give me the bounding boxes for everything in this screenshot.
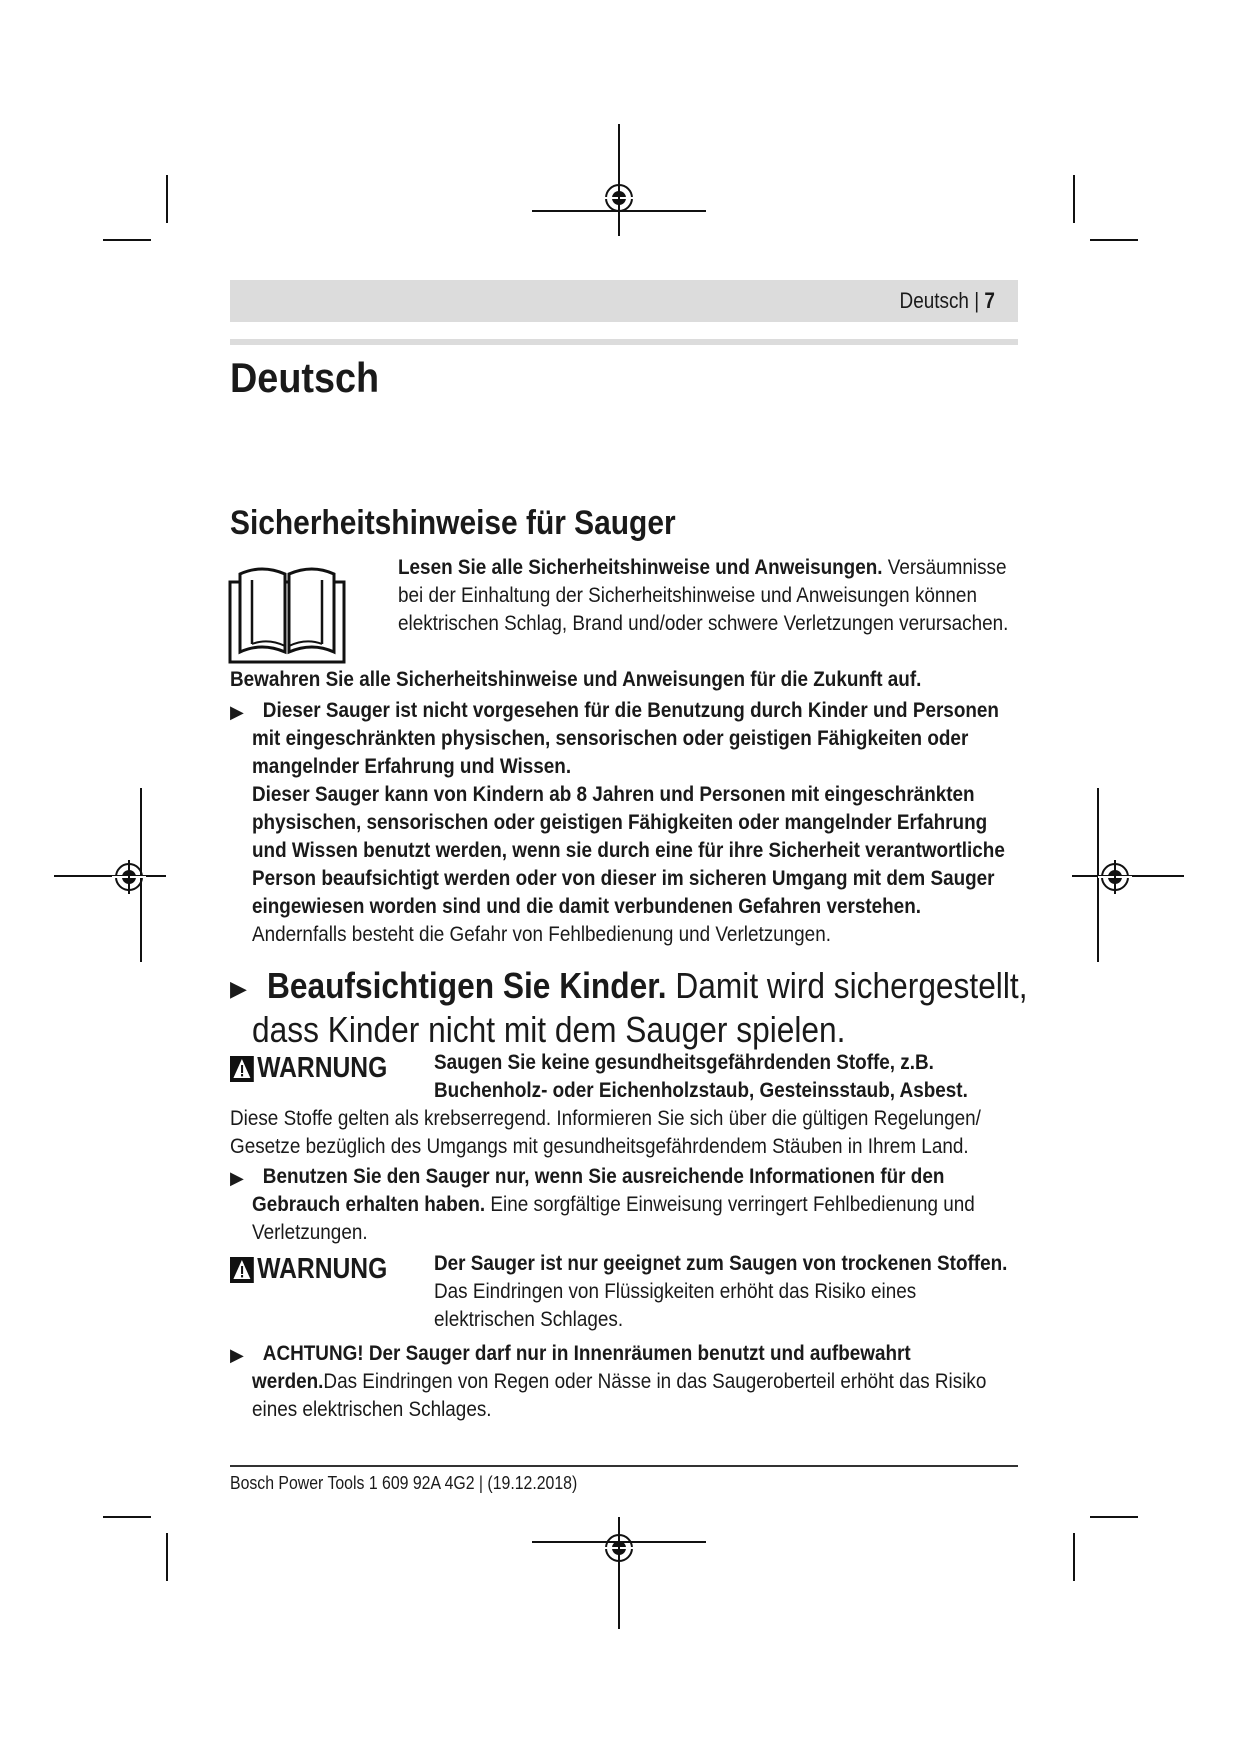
keep-notice-text: Bewahren Sie alle Sicherheitshinweise und Anweisungen für die Zukunft auf. [230, 668, 922, 691]
bullet-supervise [230, 964, 1028, 1052]
triangle-bullet-icon: ▶ [230, 1345, 244, 1365]
supervise-text-1: Damit wird sichergestellt, [666, 965, 1028, 1006]
registration-mark-bottom-icon [602, 1531, 636, 1565]
running-header [900, 288, 995, 314]
info-text: Eine sorgfältige Einweisung verringert Fehlbedienung und Verletzungen. [252, 1193, 975, 1244]
triangle-bullet-icon: ▶ [230, 976, 247, 1001]
registration-mark-top-icon [602, 181, 636, 215]
intro-bold: Lesen Sie alle Sicherheitshinweise und Anweisungen. [398, 556, 883, 579]
bullet-children-continued [252, 781, 1018, 949]
registration-mark-right-icon [1098, 860, 1132, 894]
warning-triangle-icon [230, 1257, 254, 1283]
warning2-text: Das Eindringen von Flüssigkeiten erhöht das Risiko eines elektrischen Schlages. [434, 1280, 917, 1331]
warning-label-text-2: WARNUNG [257, 1253, 388, 1285]
section-heading: Sicherheitshinweise für Sauger [230, 504, 676, 542]
page-number: 7 [984, 288, 995, 313]
warning-triangle-icon [230, 1056, 254, 1082]
indoor-bold: ACHTUNG! Der Sauger darf nur in Innenräumen benutzt und aufbewahrt werden. [252, 1342, 911, 1393]
open-book-icon [228, 560, 346, 664]
info-bold: Benutzen Sie den Sauger nur, wenn Sie ausreichende Informationen für den Gebrauch erhalten haben. [252, 1165, 945, 1216]
header-separator: | [969, 288, 985, 313]
warning2-bold: Der Sauger ist nur geeignet zum Saugen von trockenen Stoffen. [434, 1252, 1008, 1275]
page-title: Deutsch [230, 354, 380, 401]
supervise-text-2: dass Kinder nicht mit dem Sauger spielen. [252, 1009, 846, 1050]
bullet-children [252, 697, 1018, 781]
children-bold-1: Dieser Sauger ist nicht vorgesehen für die Benutzung durch Kinder und Personen mit eingeschränkten physischen, sensorischen oder geistigen Fähigkeiten oder mangelnder Erfahrung und Wissen. [252, 699, 999, 778]
children-text: Andernfalls besteht die Gefahr von Fehlbedienung und Verletzungen. [252, 923, 831, 946]
warning-label-text-1: WARNUNG [257, 1052, 388, 1084]
triangle-bullet-icon: ▶ [230, 1168, 244, 1188]
supervise-bold: Beaufsichtigen Sie Kinder. [266, 965, 667, 1006]
triangle-bullet-icon: ▶ [230, 702, 244, 722]
indoor-text: Das Eindringen von Regen oder Nässe in das Saugeroberteil erhöht das Risiko eines elektrischen Schlages. [252, 1370, 987, 1421]
footer-text: Bosch Power Tools 1 609 92A 4G2 | (19.12.2018) [230, 1473, 578, 1493]
bullet-info [252, 1163, 1018, 1247]
warning-label-2 [230, 1253, 387, 1286]
footer-rule [230, 1465, 1018, 1467]
warning1-text: Diese Stoffe gelten als krebserregend. Informieren Sie sich über die gültigen Regelungen/ Gesetze bezüglich des Umgangs mit gesundheitsgefährdendem Stäuben in Ihrem Land. [230, 1107, 981, 1158]
children-bold-2: Dieser Sauger kann von Kindern ab 8 Jahren und Personen mit eingeschränkten physischen, sensorischen oder geistigen Fähigkeiten oder mangelnder Erfahrung und Wissen benutzt werden, wenn sie durch eine für ihre Sicherheit verantwortliche Person beaufsichtigt werden oder von dieser im sicheren Umgang mit dem Sauger eingewiesen worden sind und die damit verbundenen Gefahren verstehen. [252, 783, 1005, 918]
bullet-indoor [252, 1340, 1018, 1424]
header-rule [230, 339, 1018, 345]
warning1-head [434, 1049, 1018, 1105]
keep-notice [230, 666, 1020, 694]
header-section: Deutsch [899, 288, 970, 313]
intro-paragraph [398, 554, 1018, 638]
warning2-head [434, 1250, 1018, 1334]
warning1-body [230, 1105, 1020, 1161]
warning1-bold: Saugen Sie keine gesundheitsgefährdenden Stoffe, z.B. Buchenholz- oder Eichenholzstaub, Gesteinsstaub, Asbest. [434, 1051, 968, 1102]
intro-text: Versäumnisse bei der Einhaltung der Sicherheitshinweise und Anweisungen können elektrischen Schlag, Brand und/oder schwere Verletzungen verursachen. [398, 556, 1009, 635]
warning-label-1 [230, 1052, 387, 1085]
registration-mark-left-icon [112, 860, 146, 894]
